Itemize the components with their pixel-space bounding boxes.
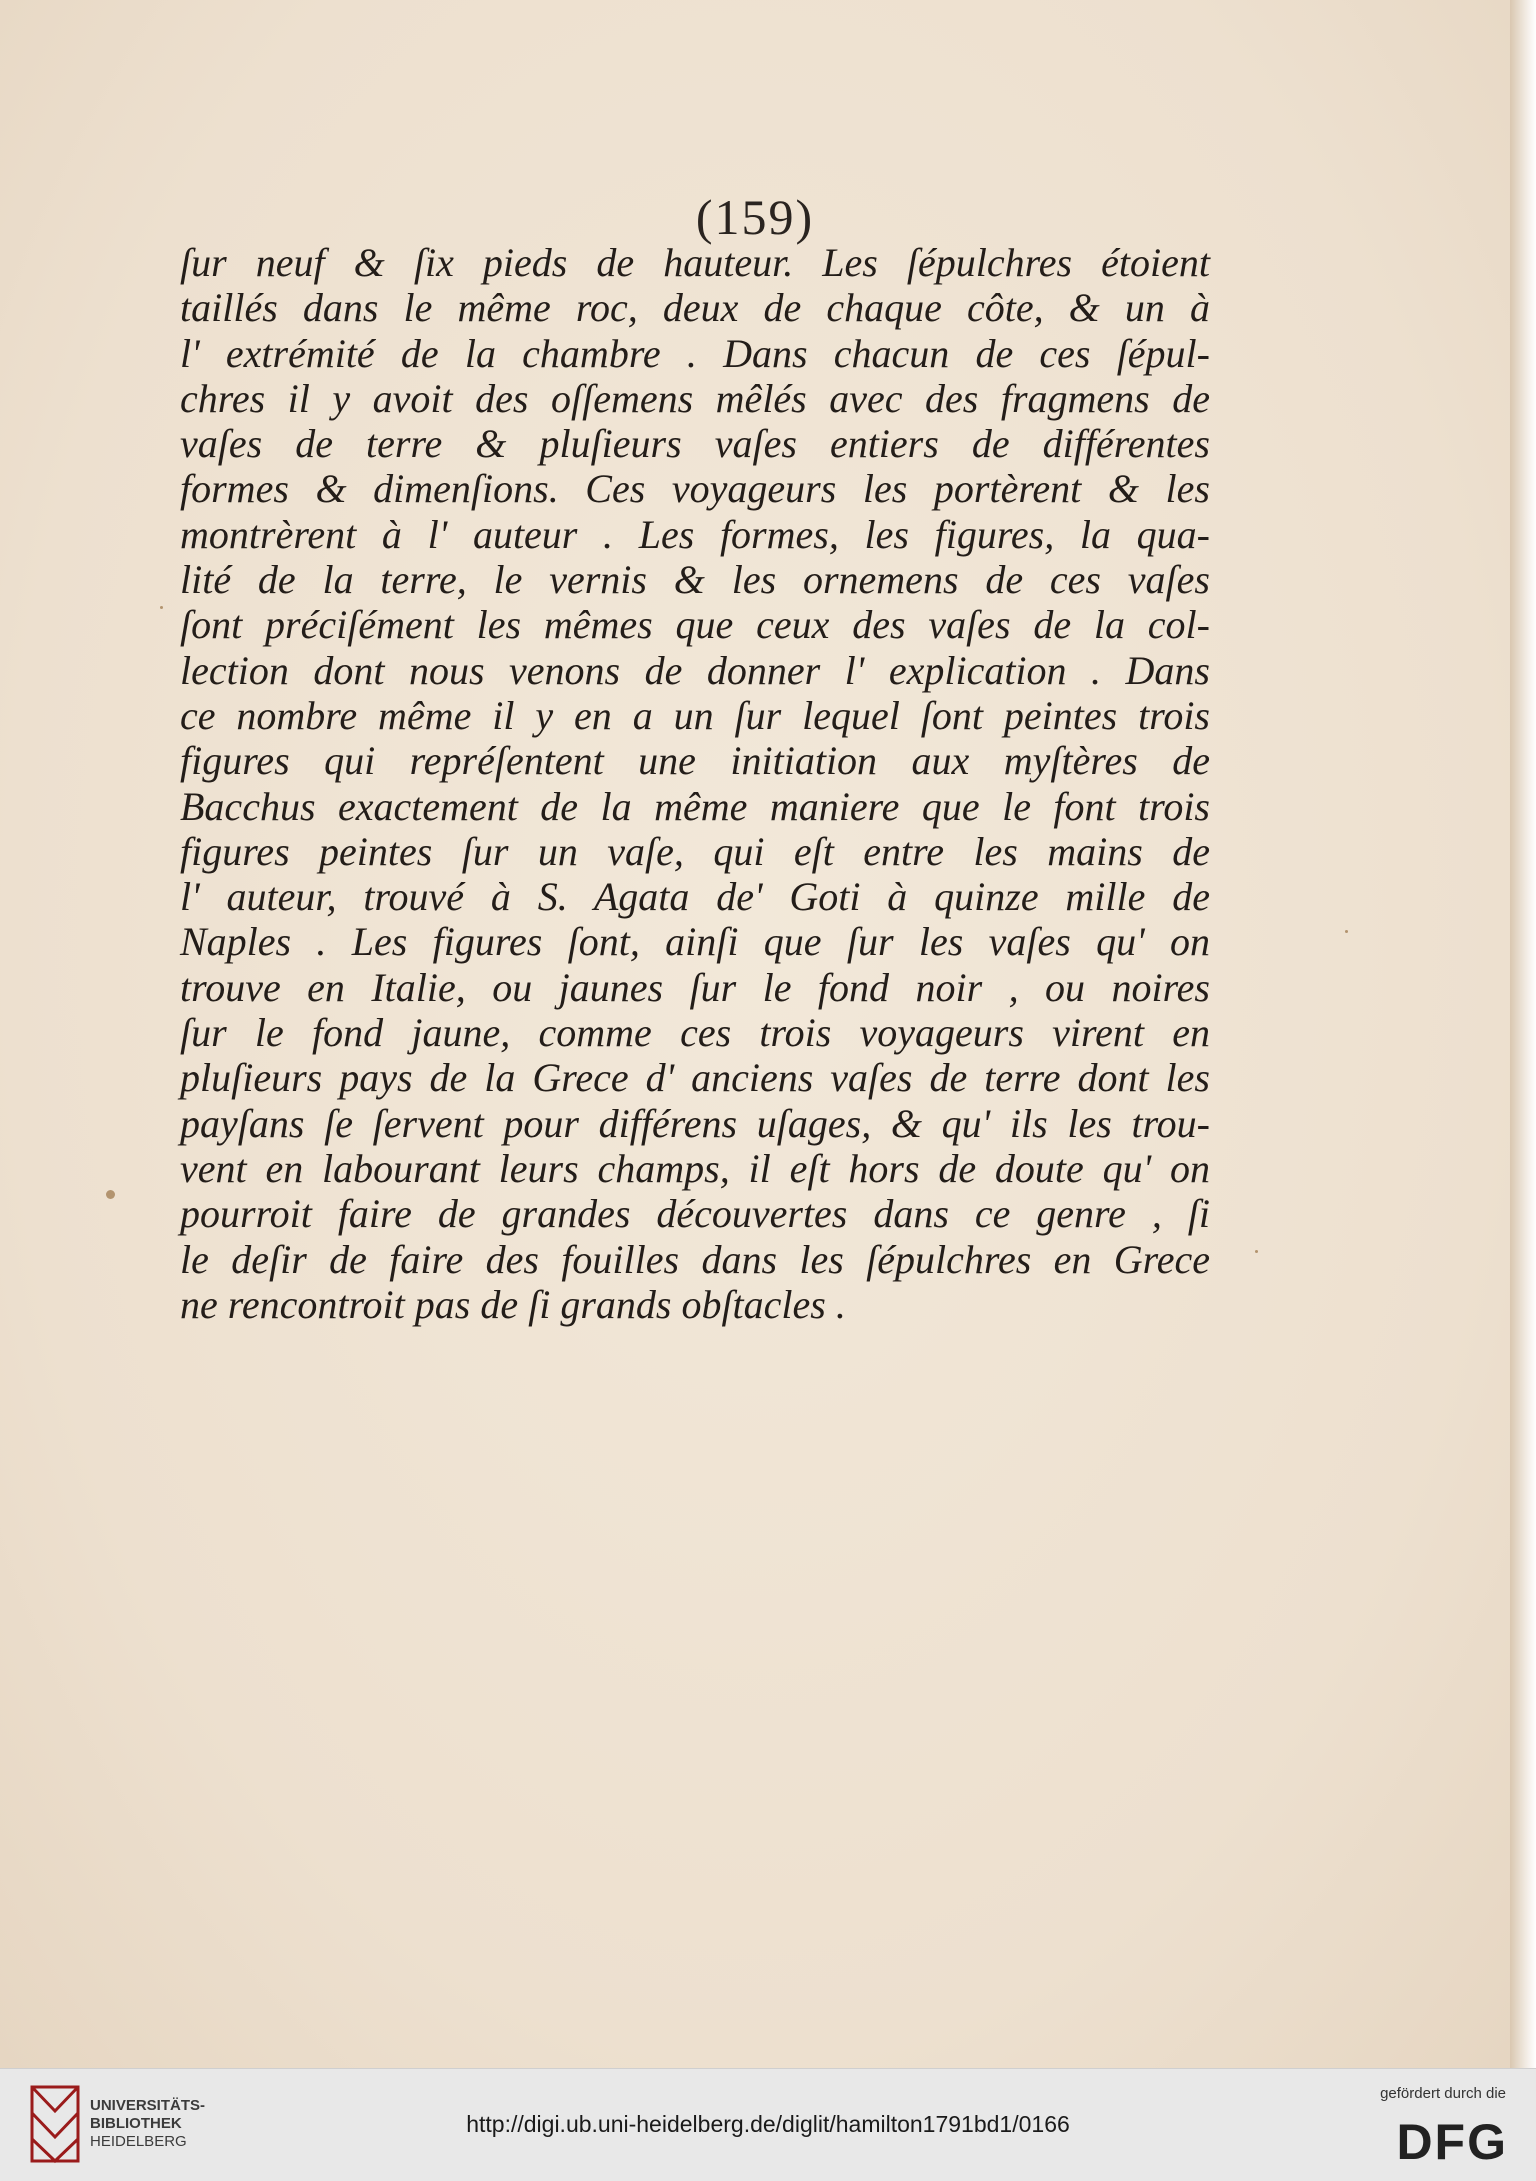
page-number: (159) [695, 189, 815, 245]
library-name-line: HEIDELBERG [90, 2133, 187, 2150]
text-line: taillés dans le même roc, deux de chaque côte, & un à [180, 285, 1210, 331]
text-line: ſur le fond jaune, comme ces trois voyageurs virent en [180, 1010, 1210, 1056]
text-line: l' auteur, trouvé à S. Agata de' Goti à quinze mille de [180, 874, 1210, 920]
paper-speck [160, 606, 163, 609]
text-line: ne rencontroit pas de ſi grands obſtacles . [180, 1281, 846, 1327]
text-line: lection dont nous venons de donner l' explication . Dans [180, 647, 1210, 693]
paper-speck [1345, 930, 1348, 933]
text-line: Naples . Les figures ſont, ainſi que ſur les vaſes qu' on [180, 919, 1210, 965]
text-line: ſont préciſément les mêmes que ceux des vaſes de la col- [180, 602, 1210, 648]
text-line: pourroit faire de grandes découvertes dans ce genre , ſi [180, 1191, 1210, 1237]
text-line: pluſieurs pays de la Grece d' anciens vaſes de terre dont les [180, 1055, 1210, 1101]
text-line: figures peintes ſur un vaſe, qui eſt entre les mains de [180, 828, 1210, 874]
text-line: formes & dimenſions. Ces voyageurs les portèrent & les [180, 466, 1210, 512]
funding-caption: gefördert durch die [1380, 2085, 1506, 2102]
text-line: le deſir de faire des fouilles dans les ſépulchres en Grece [180, 1236, 1210, 1282]
text-line: Bacchus exactement de la même maniere que le font trois [180, 783, 1210, 829]
text-line: figures qui repréſentent une initiation aux myſtères de [180, 738, 1210, 784]
text-line: vaſes de terre & pluſieurs vaſes entiers de différentes [180, 421, 1210, 467]
text-line: lité de la terre, le vernis & les ornemens de ces vaſes [180, 557, 1210, 603]
paper-speck [106, 1190, 115, 1199]
text-line: trouve en Italie, ou jaunes ſur le fond noir , ou noires [180, 964, 1210, 1010]
permalink-url[interactable]: http://digi.ub.uni-heidelberg.de/diglit/hamilton1791bd1/0166 [466, 2111, 1070, 2137]
text-line: payſans ſe ſervent pour différens uſages, & qu' ils les trou- [180, 1100, 1210, 1146]
text-line: ce nombre même il y en a un ſur lequel ſont peintes trois [180, 692, 1210, 738]
paper-speck [1255, 1250, 1258, 1253]
text-line: chres il y avoit des oſſemens mêlés avec des fragmens de [180, 375, 1210, 421]
text-line: montrèrent à l' auteur . Les formes, les figures, la qua- [180, 511, 1210, 557]
text-line: l' extrémité de la chambre . Dans chacun de ces ſépul- [180, 330, 1210, 376]
library-name-line: UNIVERSITÄTS- [90, 2097, 206, 2114]
digitization-footer [0, 2068, 1536, 2181]
page-edge [1510, 0, 1536, 2068]
text-line: vent en labourant leurs champs, il eſt hors de doute qu' on [180, 1145, 1210, 1191]
dfg-logo: DFG [1396, 2114, 1508, 2170]
text-line: ſur neuf & ſix pieds de hauteur. Les ſépulchres étoient [180, 240, 1210, 285]
library-name-line: BIBLIOTHEK [90, 2115, 182, 2132]
body-text [180, 240, 1210, 1327]
